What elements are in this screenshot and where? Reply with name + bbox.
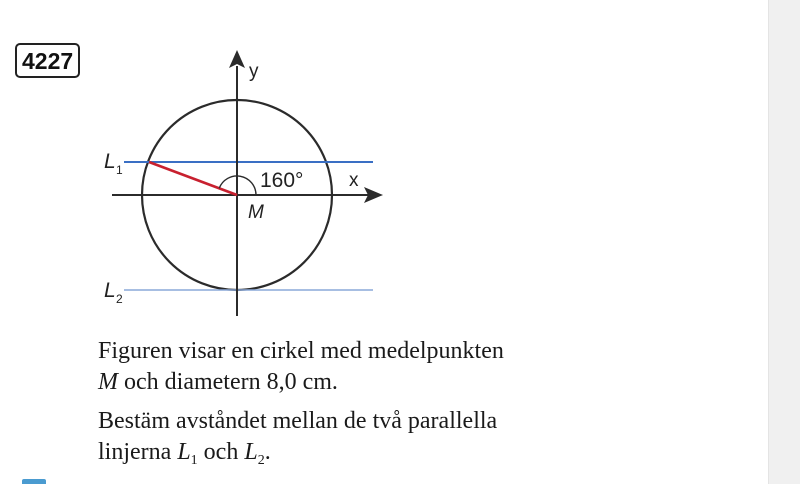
p2-L1-subscript: 1 xyxy=(190,453,198,468)
line-L2-label: L xyxy=(104,279,116,302)
answer-badge-stub[interactable] xyxy=(22,479,46,484)
p2-L1-variable: L xyxy=(177,439,191,465)
p1-center-variable: M xyxy=(98,369,118,395)
y-axis-label: y xyxy=(249,61,259,82)
problem-paragraph-1 xyxy=(98,336,658,398)
y-axis-arrow-icon xyxy=(229,50,245,68)
p2-line2-start: linjerna xyxy=(98,439,178,465)
p1-line2: och diametern 8,0 cm. xyxy=(118,369,338,395)
problem-paragraph-2 xyxy=(98,406,658,476)
p2-L2-subscript: 2 xyxy=(257,453,265,468)
line-L1-label: L xyxy=(104,150,116,173)
angle-label: 160° xyxy=(260,169,304,192)
p1-line1: Figuren visar en cirkel med medelpunkten xyxy=(98,338,504,364)
p2-line1: Bestäm avståndet mellan de två parallella xyxy=(98,408,498,434)
right-gutter xyxy=(768,0,800,484)
line-L2-subscript: 2 xyxy=(116,292,123,306)
problem-text xyxy=(98,336,658,476)
p2-L2-variable: L xyxy=(244,439,258,465)
p2-and: och xyxy=(197,439,245,465)
x-axis-label: x xyxy=(349,170,359,191)
circle-figure xyxy=(0,0,420,330)
radius-segment xyxy=(149,162,237,195)
problem-number: 4227 xyxy=(15,43,80,78)
line-L1-subscript: 1 xyxy=(116,163,123,177)
center-label: M xyxy=(248,202,264,223)
p2-end: . xyxy=(264,439,271,465)
